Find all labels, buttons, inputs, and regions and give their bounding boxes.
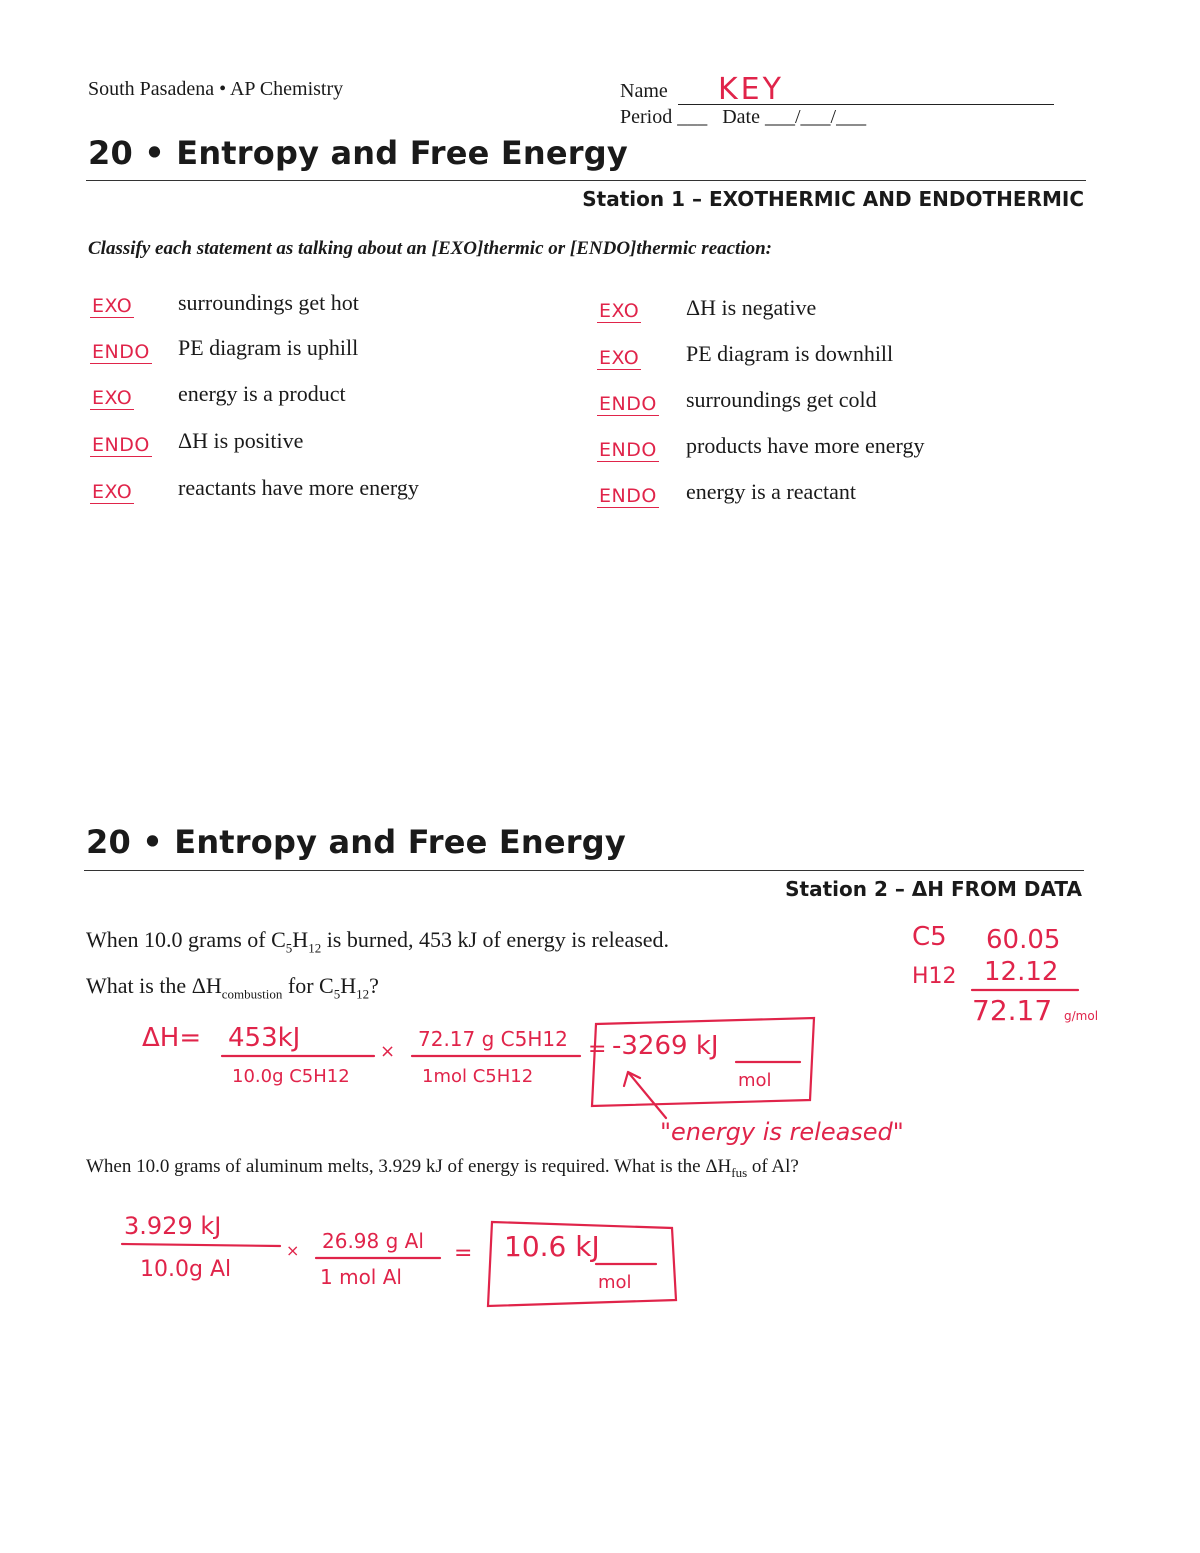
date-label: Date xyxy=(722,106,760,128)
statement-right-4: products have more energy xyxy=(686,433,925,458)
q2-part-c: H xyxy=(340,973,357,998)
answer-left-4: ENDO xyxy=(92,434,150,456)
work2-bar1 xyxy=(122,1244,280,1246)
q1-sub-5: 5 xyxy=(285,940,293,956)
instruction-text: Classify each statement as talking about an [EXO]thermic or [ENDO]thermic reaction: xyxy=(88,238,773,259)
work2-times: × xyxy=(286,1241,300,1260)
answer-right-5: ENDO xyxy=(599,485,657,507)
work1-den2: 1mol C5H12 xyxy=(422,1066,534,1087)
course-header: South Pasadena • AP Chemistry xyxy=(88,78,344,100)
q1-part-c: is burned, 453 kJ of energy is released. xyxy=(321,927,670,952)
q2-part-d: ? xyxy=(369,973,379,998)
work2-den1: 10.0g Al xyxy=(140,1257,232,1282)
answer-left-5: EXO xyxy=(92,481,133,503)
statement-left-2: PE diagram is uphill xyxy=(178,335,359,360)
section2-station: Station 2 – ΔH FROM DATA xyxy=(785,877,1082,901)
q2-sub-combustion: combustion xyxy=(221,986,283,1002)
statement-right-5: energy is a reactant xyxy=(686,479,857,504)
q2-sub-5: 5 xyxy=(333,986,341,1002)
q3-part-a: When 10.0 grams of aluminum melts, 3.929 kJ of energy is required. What is the ΔH xyxy=(86,1156,732,1177)
work1-answer-den: mol xyxy=(738,1070,772,1091)
name-label: Name xyxy=(620,80,668,102)
date-blanks: ___/___/___ xyxy=(764,106,867,128)
q1-part-a: When 10.0 grams of C xyxy=(86,927,286,952)
work2-equals: = xyxy=(454,1241,473,1266)
mm-h-label: H12 xyxy=(912,964,957,989)
mm-c-value: 60.05 xyxy=(986,925,1061,955)
work1-num2: 72.17 g C5H12 xyxy=(418,1027,568,1051)
work1-note: "energy is released" xyxy=(660,1118,904,1146)
answer-right-1: EXO xyxy=(599,300,640,322)
section1-station: Station 1 – EXOTHERMIC AND ENDOTHERMIC xyxy=(582,187,1084,211)
mm-c-label: C5 xyxy=(912,922,947,952)
statement-right-2: PE diagram is downhill xyxy=(686,341,894,366)
section1-title: 20 • Entropy and Free Energy xyxy=(88,134,628,172)
statement-left-1: surroundings get hot xyxy=(178,290,359,315)
answer-right-2: EXO xyxy=(599,347,640,369)
work1-answer-num: -3269 kJ xyxy=(612,1031,719,1061)
section2-title: 20 • Entropy and Free Energy xyxy=(86,823,626,861)
answer-right-3: ENDO xyxy=(599,393,657,415)
mm-total: 72.17 xyxy=(972,994,1053,1027)
q1-sub-12: 12 xyxy=(308,940,322,956)
q3-sub-fus: fus xyxy=(731,1164,748,1180)
answer-right-4: ENDO xyxy=(599,439,657,461)
work2-num1: 3.929 kJ xyxy=(124,1212,222,1240)
work2-answer-num: 10.6 kJ xyxy=(504,1230,600,1263)
answer-left-2: ENDO xyxy=(92,341,150,363)
mm-h-value: 12.12 xyxy=(984,957,1059,987)
work2-den2: 1 mol Al xyxy=(320,1265,402,1289)
work2-num2: 26.98 g Al xyxy=(322,1229,424,1253)
work1-arrow xyxy=(624,1072,666,1118)
work1-lhs: ΔH= xyxy=(142,1023,202,1053)
answer-left-1: EXO xyxy=(92,295,133,317)
mm-unit: g/mol xyxy=(1064,1009,1099,1023)
statement-left-5: reactants have more energy xyxy=(178,475,419,500)
q2-sub-12: 12 xyxy=(356,986,370,1002)
answer-left-3: EXO xyxy=(92,387,133,409)
work2-answer-den: mol xyxy=(598,1272,632,1293)
name-value-handwritten: KEY xyxy=(718,72,784,107)
period-blank: ___ xyxy=(677,106,708,128)
period-label: Period xyxy=(620,106,673,128)
work1-equals: = xyxy=(588,1037,607,1062)
work1-times: × xyxy=(380,1041,396,1062)
q2-part-a: What is the ΔH xyxy=(86,973,222,998)
q3-part-b: of Al? xyxy=(747,1156,799,1177)
statement-right-3: surroundings get cold xyxy=(686,387,877,412)
work1-num1: 453kJ xyxy=(228,1023,301,1053)
q2-part-b: for C xyxy=(282,973,334,998)
statement-left-4: ΔH is positive xyxy=(178,428,304,453)
statement-right-1: ΔH is negative xyxy=(686,295,817,320)
q1-part-b: H xyxy=(292,927,309,952)
statement-left-3: energy is a product xyxy=(178,381,346,406)
work1-den1: 10.0g C5H12 xyxy=(232,1066,350,1087)
